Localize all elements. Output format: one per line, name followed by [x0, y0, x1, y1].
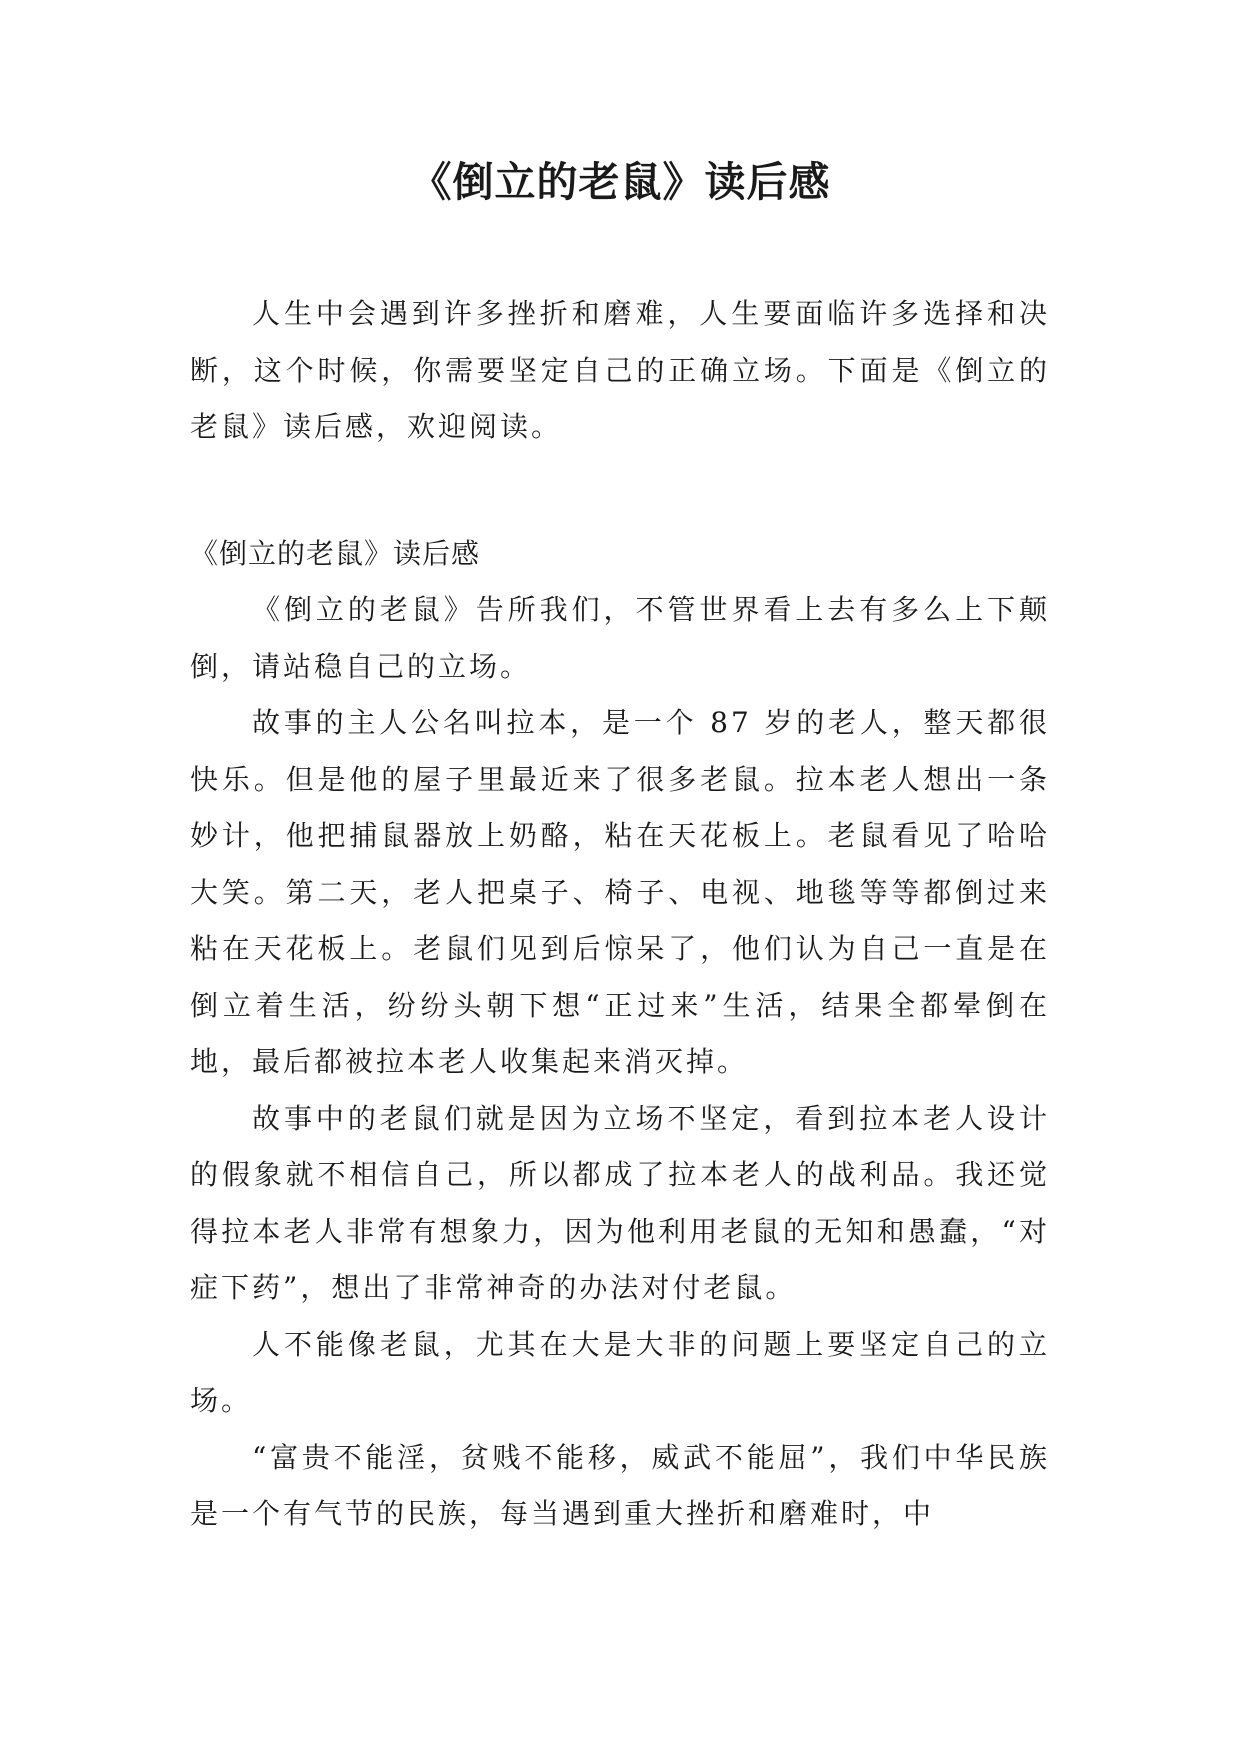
- section-heading: 《倒立的老鼠》读后感: [190, 536, 481, 570]
- body-paragraph: 故事的主人公名叫拉本，是一个 87 岁的老人，整天都很快乐。但是他的屋子里最近来了很多老鼠。拉本老人想出一条妙计，他把捕鼠器放上奶酪，粘在天花板上。老鼠看见了哈哈大笑。第二天，老人把桌子、椅子、电视、地毯等等都倒过来粘在天花板上。老鼠们见到后惊呆了，他们认为自己一直是在倒立着生活，纷纷头朝下想“正过来”生活，结果全都晕倒在地，最后都被拉本老人收集起来消灭掉。: [190, 706, 1050, 1078]
- body-paragraph: 《倒立的老鼠》告所我们，不管世界看上去有多么上下颠倒，请站稳自己的立场。: [190, 593, 1050, 683]
- body-paragraph: 故事中的老鼠们就是因为立场不坚定，看到拉本老人设计的假象就不相信自己，所以都成了拉本老人的战利品。我还觉得拉本老人非常有想象力，因为他利用老鼠的无知和愚蠢，“对症下药”，想出了非常神奇的办法对付老鼠。: [190, 1101, 1050, 1304]
- section-gap: [190, 456, 1050, 526]
- document-body: [190, 286, 1050, 1543]
- body-paragraph: “富贵不能淫，贫贱不能移，威武不能屈”，我们中华民族是一个有气节的民族，每当遇到重大挫折和磨难时，中: [190, 1440, 1050, 1530]
- intro-paragraph: 人生中会遇到许多挫折和磨难，人生要面临许多选择和决断，这个时候，你需要坚定自己的正确立场。下面是《倒立的老鼠》读后感，欢迎阅读。: [190, 297, 1050, 443]
- body-paragraph: 人不能像老鼠，尤其在大是大非的问题上要坚定自己的立场。: [190, 1327, 1050, 1417]
- document-title: 《倒立的老鼠》读后感: [410, 158, 831, 206]
